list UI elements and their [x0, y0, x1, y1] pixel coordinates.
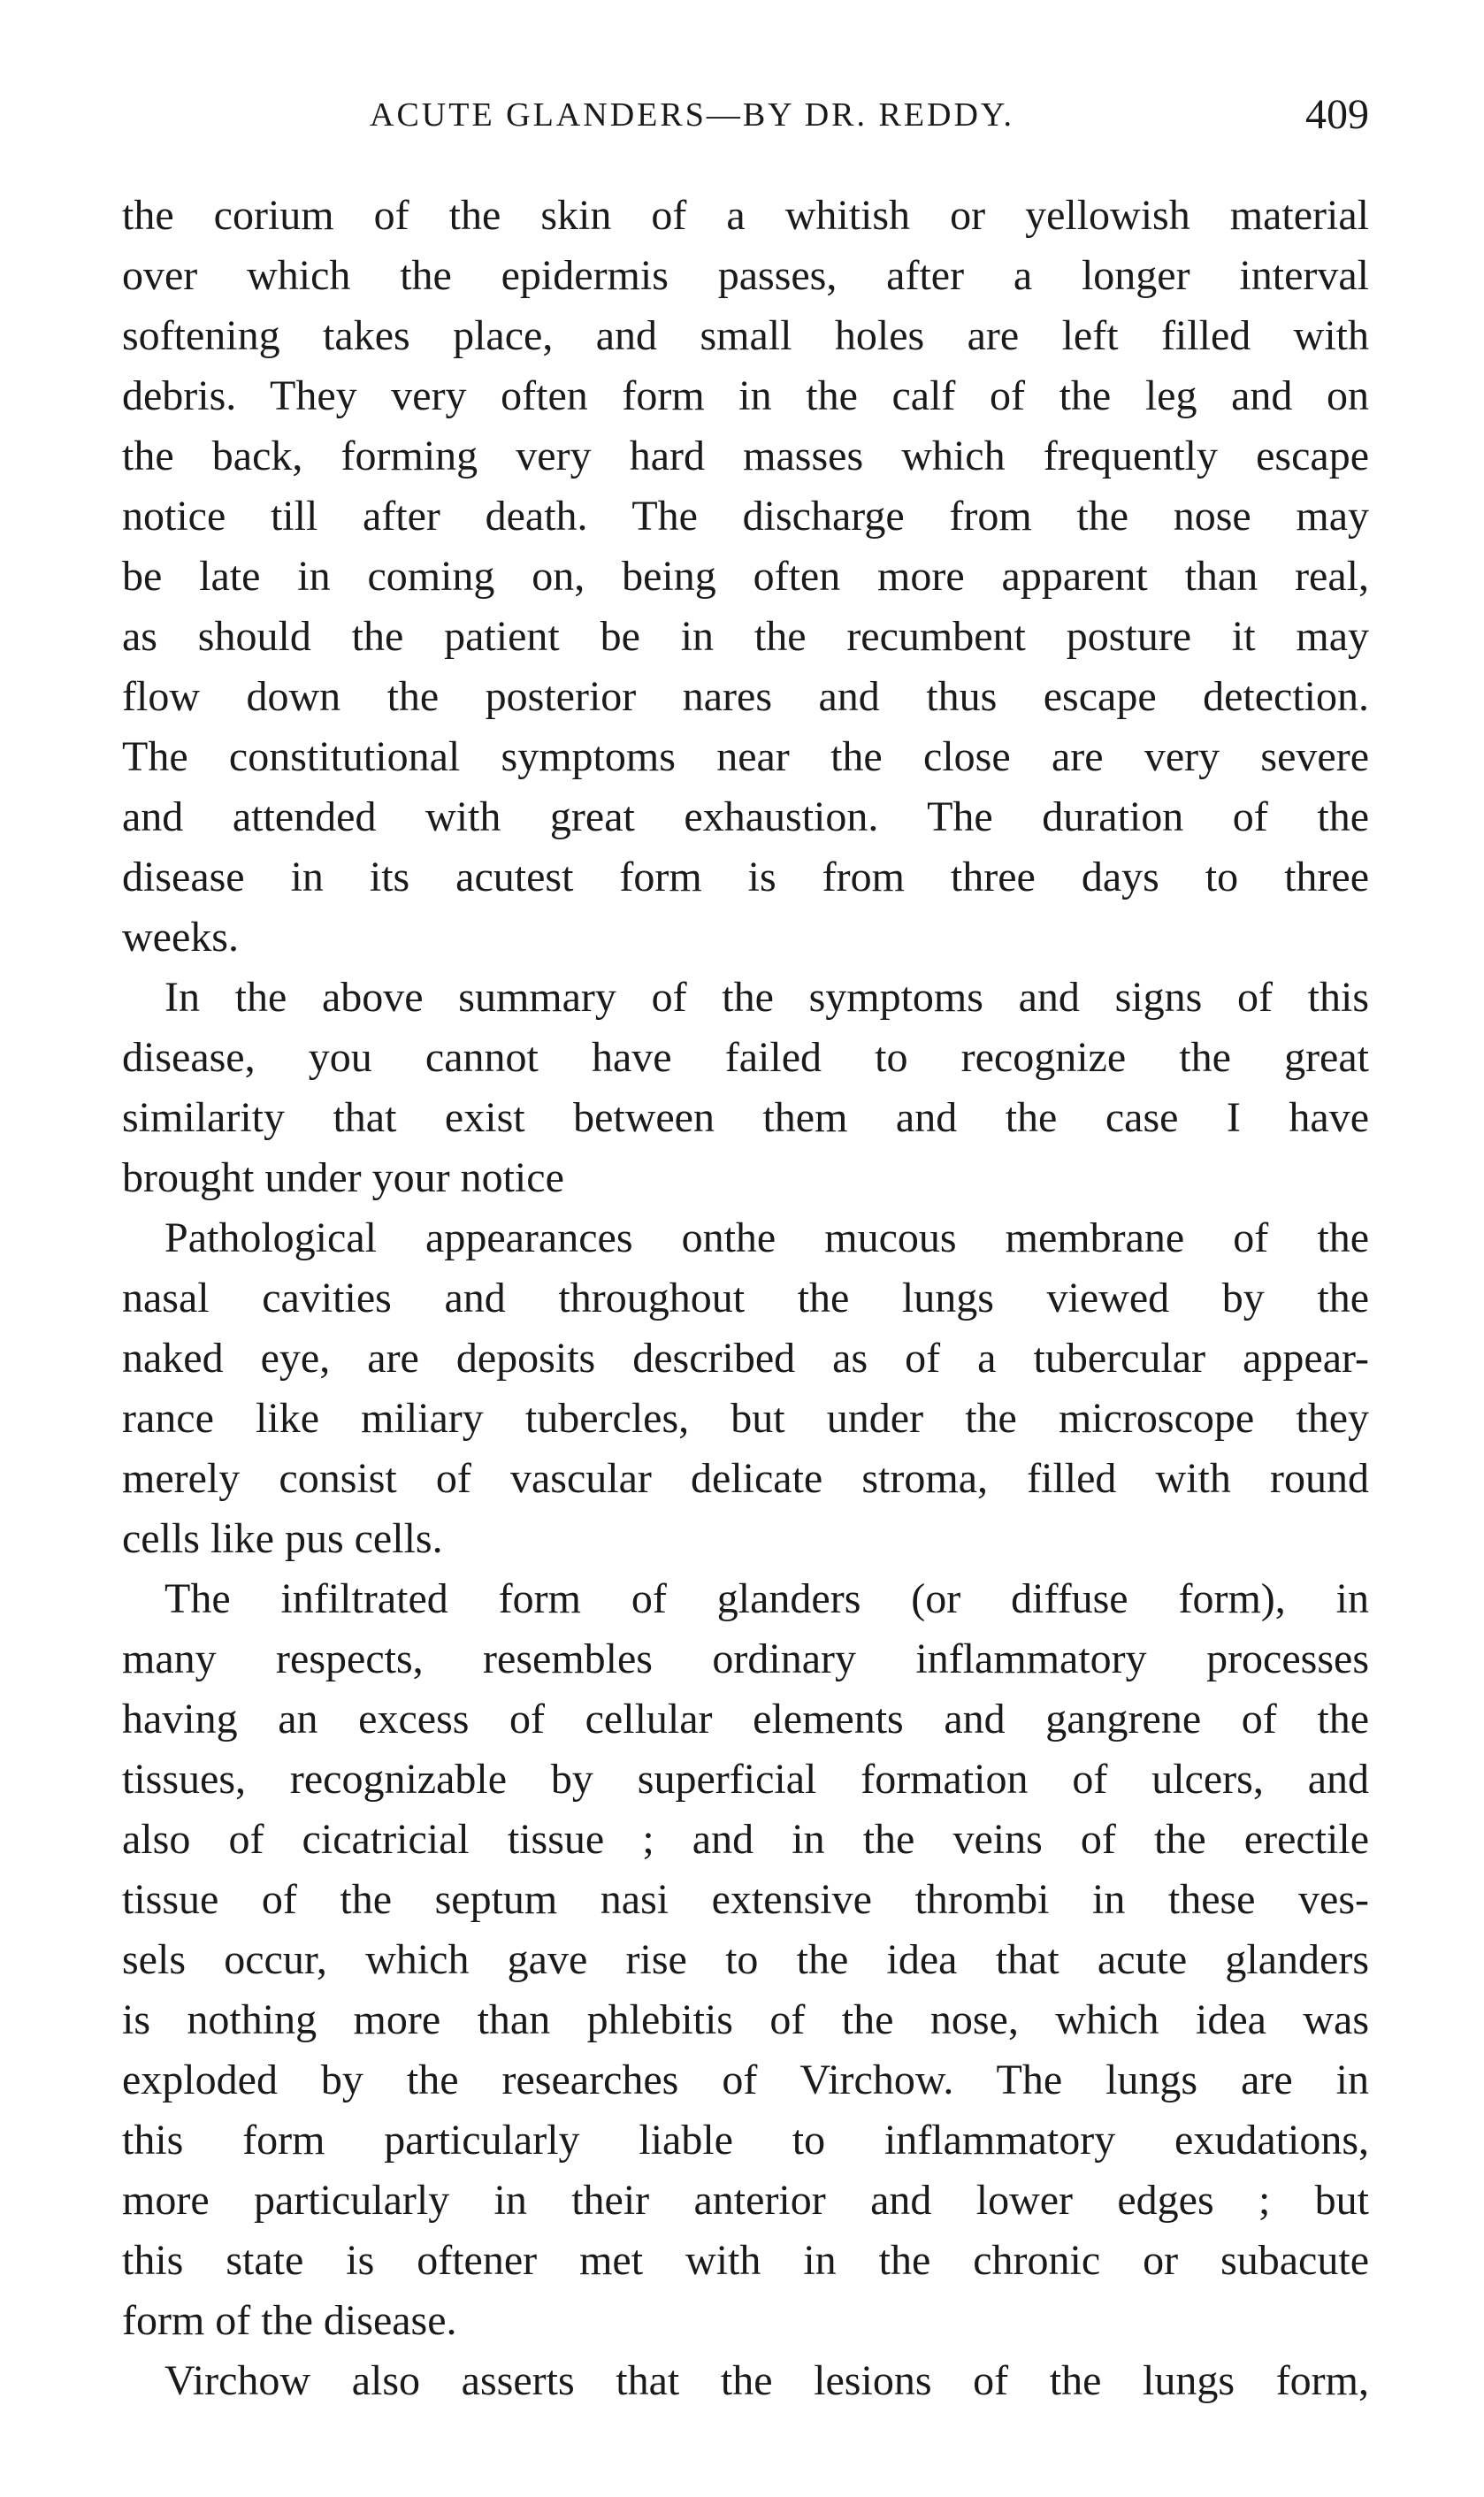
text-line: the corium of the skin of a whitish or yellowish material — [122, 192, 1369, 239]
text-line: tissues, recognizable by superficial formation of ulcers, and — [122, 1756, 1369, 1803]
text-line: more particularly in their anterior and lower edges ; but — [122, 2177, 1369, 2224]
text-line: the back, forming very hard masses which frequently escape — [122, 433, 1369, 479]
text-line: also of cicatricial tissue ; and in the veins of the erectile — [122, 1816, 1369, 1863]
running-title: ACUTE GLANDERS—BY DR. REDDY. — [370, 96, 1014, 134]
paragraph-first-line: The infiltrated form of glanders (or diffuse form), in — [164, 1575, 1369, 1622]
text-line: over which the epidermis passes, after a longer interval — [122, 252, 1369, 299]
running-head — [122, 91, 1369, 149]
text-line: as should the patient be in the recumbent posture it may — [122, 613, 1369, 660]
text-line: disease in its acutest form is from three days to three — [122, 854, 1369, 900]
text-line: similarity that exist between them and the case I have — [122, 1094, 1369, 1141]
text-line: naked eye, are deposits described as of a tubercular appear- — [122, 1335, 1369, 1382]
text-line: The constitutional symptoms near the close are very severe — [122, 733, 1369, 780]
text-line: flow down the posterior nares and thus escape detection. — [122, 673, 1369, 720]
text-line: tissue of the septum nasi extensive thrombi in these ves- — [122, 1876, 1369, 1923]
text-line: brought under your notice — [122, 1154, 564, 1201]
text-line: sels occur, which gave rise to the idea that acute glanders — [122, 1936, 1369, 1983]
text-line: disease, you cannot have failed to recognize the great — [122, 1034, 1369, 1081]
text-line: merely consist of vascular delicate stroma, filled with round — [122, 1455, 1369, 1502]
text-line: notice till after death. The discharge from the nose may — [122, 493, 1369, 540]
text-line: rance like miliary tubercles, but under the microscope they — [122, 1395, 1369, 1442]
text-line: having an excess of cellular elements and gangrene of the — [122, 1696, 1369, 1743]
paragraph-first-line: Pathological appearances onthe mucous membrane of the — [164, 1214, 1369, 1261]
text-line: softening takes place, and small holes are left filled with — [122, 312, 1369, 359]
body-text — [122, 186, 1369, 2411]
text-line: weeks. — [122, 914, 239, 961]
text-line: form of the disease. — [122, 2297, 457, 2344]
text-line: nasal cavities and throughout the lungs viewed by the — [122, 1275, 1369, 1321]
text-line: cells like pus cells. — [122, 1515, 443, 1562]
text-line: many respects, resembles ordinary inflammatory processes — [122, 1635, 1369, 1682]
text-line: this state is oftener met with in the chronic or subacute — [122, 2237, 1369, 2284]
text-line: be late in coming on, being often more apparent than real, — [122, 553, 1369, 600]
text-line: exploded by the researches of Virchow. The lungs are in — [122, 2057, 1369, 2103]
page-number: 409 — [1305, 91, 1369, 138]
text-line: this form particularly liable to inflammatory exudations, — [122, 2117, 1369, 2164]
paragraph-first-line: Virchow also asserts that the lesions of the lungs form, — [164, 2357, 1369, 2404]
text-line: is nothing more than phlebitis of the nose, which idea was — [122, 1996, 1369, 2043]
paragraph-first-line: In the above summary of the symptoms and signs of this — [164, 974, 1369, 1021]
text-line: debris. They very often form in the calf of the leg and on — [122, 372, 1369, 419]
text-line: and attended with great exhaustion. The duration of the — [122, 793, 1369, 840]
